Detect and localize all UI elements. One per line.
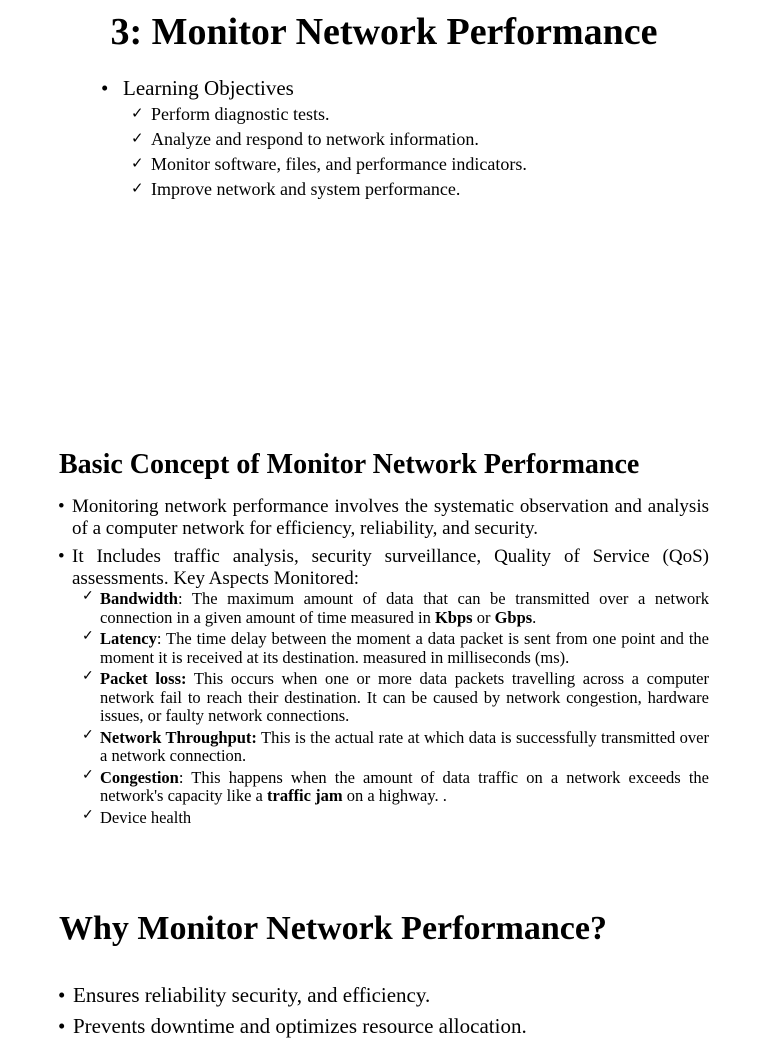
checkmark-icon: ✓	[131, 131, 144, 147]
objective-item: ✓ Analyze and respond to network information.	[131, 129, 479, 149]
bullet-icon: •	[58, 496, 65, 517]
aspect-congestion: ✓ Congestion: This happens when the amount of data traffic on a network exceeds the network's capacity like a traffic jam on a highway. .	[82, 767, 709, 805]
aspect-throughput: ✓ Network Throughput: This is the actual rate at which data is successfully transmitted over a network connection.	[82, 727, 710, 765]
aspect-device-health: ✓ Device health	[82, 807, 192, 827]
basic-bullet: • It Includes traffic analysis, security surveillance, Quality of Service (QoS) assessments. Key Aspects Monitored:	[58, 546, 709, 589]
page-title: 3: Monitor Network Performance	[110, 11, 658, 53]
checkmark-icon: ✓	[82, 807, 94, 823]
checkmark-icon: ✓	[131, 106, 144, 122]
basic-bullet: • Monitoring network performance involves the systematic observation and analysis of a computer network for efficiency, reliability, and security.	[58, 496, 709, 539]
bullet-icon: •	[58, 546, 65, 567]
aspect-latency: ✓ Latency: The time delay between the moment a data packet is sent from one point and the moment it is received at its destination. measured in milliseconds (ms).	[82, 629, 709, 667]
learning-objectives-heading	[101, 76, 294, 101]
learning-objectives-label: Learning Objectives	[123, 76, 294, 100]
aspect-packet-loss: ✓ Packet loss: This occurs when one or more data packets travelling across a computer network fail to reach their destination. It can be caused by network congestion, hardware issues, or faulty network connections.	[82, 669, 709, 725]
why-bullet: • Prevents downtime and optimizes resource allocation.	[58, 1014, 527, 1038]
checkmark-icon: ✓	[82, 669, 94, 684]
checkmark-icon: ✓	[82, 727, 94, 743]
checkmark-icon: ✓	[82, 589, 94, 604]
checkmark-icon: ✓	[82, 767, 94, 783]
learning-objectives-list	[131, 103, 527, 203]
basic-concept-heading: Basic Concept of Monitor Network Performance	[59, 449, 640, 480]
objective-item: ✓ Monitor software, files, and performance indicators.	[131, 154, 527, 174]
objective-item: ✓ Perform diagnostic tests.	[131, 104, 330, 124]
aspect-bandwidth: ✓ Bandwidth: The maximum amount of data that can be transmitted over a network connection in a given amount of time measured in Kbps or Gbps.	[82, 589, 710, 627]
bullet-icon: •	[58, 1014, 66, 1038]
why-monitor-heading: Why Monitor Network Performance?	[59, 910, 607, 947]
checkmark-icon: ✓	[82, 629, 94, 644]
checkmark-icon: ✓	[131, 181, 144, 197]
why-bullet: • Ensures reliability security, and efficiency.	[58, 983, 431, 1007]
objective-item: ✓ Improve network and system performance.	[131, 179, 461, 199]
key-aspects-list	[82, 590, 709, 830]
bullet-icon: •	[101, 76, 109, 100]
checkmark-icon: ✓	[131, 156, 144, 172]
bullet-icon: •	[58, 983, 66, 1007]
